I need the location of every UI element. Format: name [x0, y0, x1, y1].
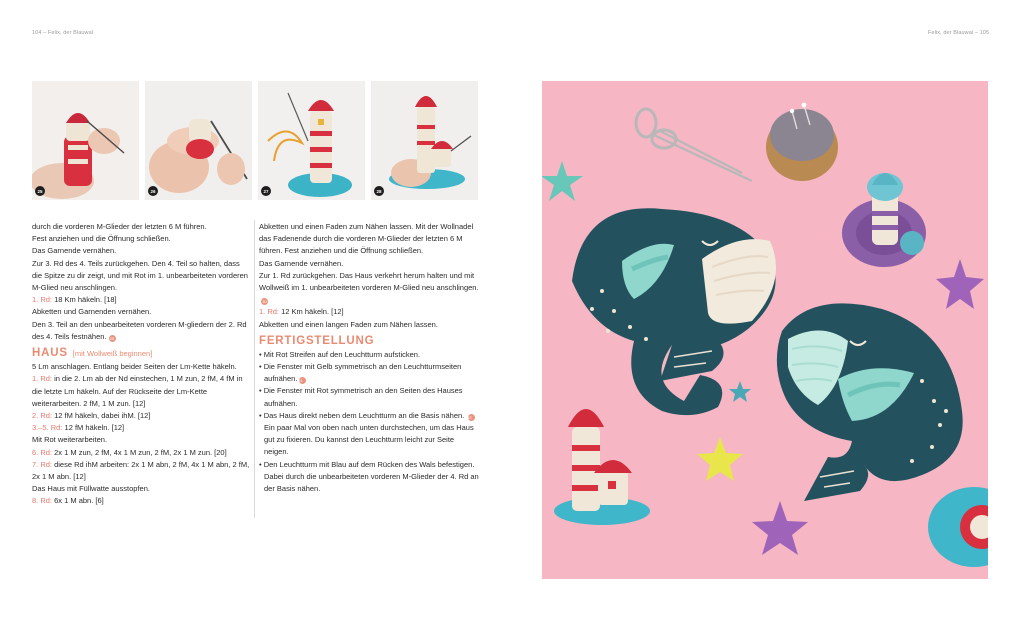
step-badge: 25 — [35, 186, 45, 196]
round-label: 1. Rd: — [32, 374, 53, 384]
round-text: 12 fM häkeln. [12] — [62, 423, 125, 433]
round-text: diese Rd ihM arbeiten: 2x 1 M abn, 2 fM, 4x 1 M abn, 2 fM, 2x 1 M abn. [12] — [32, 459, 250, 482]
round-instruction — [32, 447, 250, 459]
step-badge: 27 — [261, 186, 271, 196]
step-photo-strip — [32, 81, 478, 200]
step-reference-icon: 31 — [299, 377, 306, 384]
step-photo-28 — [371, 81, 478, 200]
step-reference-icon: 32 — [468, 414, 475, 421]
round-text: 18 Km häkeln. [18] — [52, 295, 117, 305]
paragraph: 5 Lm anschlagen. Entlang beider Seiten der Lm-Kette häkeln. — [32, 362, 237, 372]
round-label: 7. Rd: — [32, 459, 53, 469]
heading-note: [mit Wollweiß beginnen] — [72, 349, 153, 359]
round-instruction — [32, 410, 250, 422]
step-reference-icon: 29 — [109, 335, 115, 341]
step-photo-27 — [258, 81, 365, 200]
paragraph: Das Haus mit Füllwatte ausstopfen. — [32, 484, 150, 494]
list-item-text: • Das Haus direkt neben dem Leuchtturm an die Basis nähen. — [259, 410, 465, 420]
step-reference-icon: 30 — [262, 299, 267, 305]
round-label: 1. Rd: — [32, 295, 53, 305]
heading-title: FERTIGSTELLUNG — [259, 334, 375, 347]
list-item: • Die Fenster mit Rot symmetrisch an den Seiten des Hauses aufnähen. — [259, 386, 463, 408]
finishing-steps-list — [259, 349, 479, 495]
step-badge: 28 — [374, 186, 384, 196]
paragraph: Mit Rot weiterarbeiten. — [32, 435, 108, 445]
list-item-text: • Die Fenster mit Gelb symmetrisch an den Leuchtturmseiten aufnähen. — [259, 362, 462, 384]
paragraph-text: Abketten und einen Faden zum Nähen lassen. Mit der Wollnadel das Fadenende durch die vorderen M-Glieder der letzten 6 M führen. Fest anziehen und die Öffnung schließen. Das Garnende vernähen. Zur 1. Rd zurückgehen. Das Haus verkehrt herum halten und mit Wollweiß im 1. unbearbeiteten vorderen M-Glied neu anschlingen. — [259, 222, 479, 293]
round-text: 2x 1 M zun, 2 fM, 4x 1 M zun, 2 fM, 2x 1 M zun. [20] — [52, 447, 227, 457]
right-text-column — [259, 221, 479, 495]
list-item — [259, 410, 479, 459]
step-photo-26 — [145, 81, 252, 200]
step-badge: 26 — [148, 186, 158, 196]
list-item: • Mit Rot Streifen auf den Leuchtturm aufsticken. — [259, 349, 421, 359]
main-photo-whales — [542, 81, 988, 579]
round-text: 6x 1 M abn. [6] — [52, 496, 104, 506]
round-instruction — [32, 294, 250, 306]
paragraph: durch die vorderen M-Glieder der letzten 6 M führen. Fest anziehen und die Öffnung schließen. Das Garnende vernähen. Zur 3. Rd des 4. Teils zurückgehen. Den 4. Teil so halten, dass die Spitze zu dir zeigt, und mit Rot im 1. unbearbeiteten vorderen M-Glied neu anschlingen. — [32, 222, 248, 293]
left-text-column — [32, 221, 250, 508]
round-instruction — [32, 373, 250, 410]
round-instruction — [32, 459, 250, 483]
heading-title: HAUS — [32, 347, 68, 360]
round-label: 2. Rd: — [32, 411, 53, 421]
paragraph: Abketten und einen langen Faden zum Nähen lassen. — [259, 319, 438, 329]
header-right: Felix, der Blauwal – 105 — [928, 30, 990, 36]
round-label: 3.–5. Rd: — [32, 423, 63, 433]
header-left: 104 – Felix, der Blauwal — [32, 30, 94, 36]
round-text: 12 Km häkeln. [12] — [279, 307, 344, 317]
paragraph-text: Abketten und Garnenden vernähen. Den 3. Teil an den unbearbeiteten vorderen M-gliedern der 2. Rd des 4. Teils festnähen. — [32, 307, 247, 341]
round-instruction — [259, 306, 479, 318]
list-item-text: Ein paar Mal von oben nach unten durchstechen, um das Haus gut zu fixieren. Du kannst den Leuchtturm leicht zur Seite neigen. — [264, 423, 474, 457]
round-label: 6. Rd: — [32, 447, 53, 457]
step-photo-25 — [32, 81, 139, 200]
section-heading-fertigstellung — [259, 334, 479, 348]
paragraph — [259, 221, 479, 306]
paragraph — [32, 306, 250, 343]
round-label: 8. Rd: — [32, 496, 53, 506]
round-text: 12 fM häkeln, dabei ihM. [12] — [52, 411, 151, 421]
round-instruction — [32, 495, 250, 507]
list-item: • Den Leuchtturm mit Blau auf dem Rücken des Wals befestigen. Dabei durch die unbearbeiteten vorderen M-Glieder der 4. Rd an der Basis nähen. — [259, 459, 479, 494]
column-divider — [254, 220, 255, 518]
section-heading-haus — [32, 346, 250, 360]
list-item — [259, 361, 479, 385]
round-text: in die 2. Lm ab der Nd einstechen, 1 M zun, 2 fM, 4 fM in die letzte Lm häkeln. Auf der Rückseite der Lm-Kette weiterarbeiten. 2 fM, 1 M zun. [12] — [32, 374, 243, 408]
round-instruction — [32, 422, 250, 434]
round-label: 1. Rd: — [259, 307, 280, 317]
